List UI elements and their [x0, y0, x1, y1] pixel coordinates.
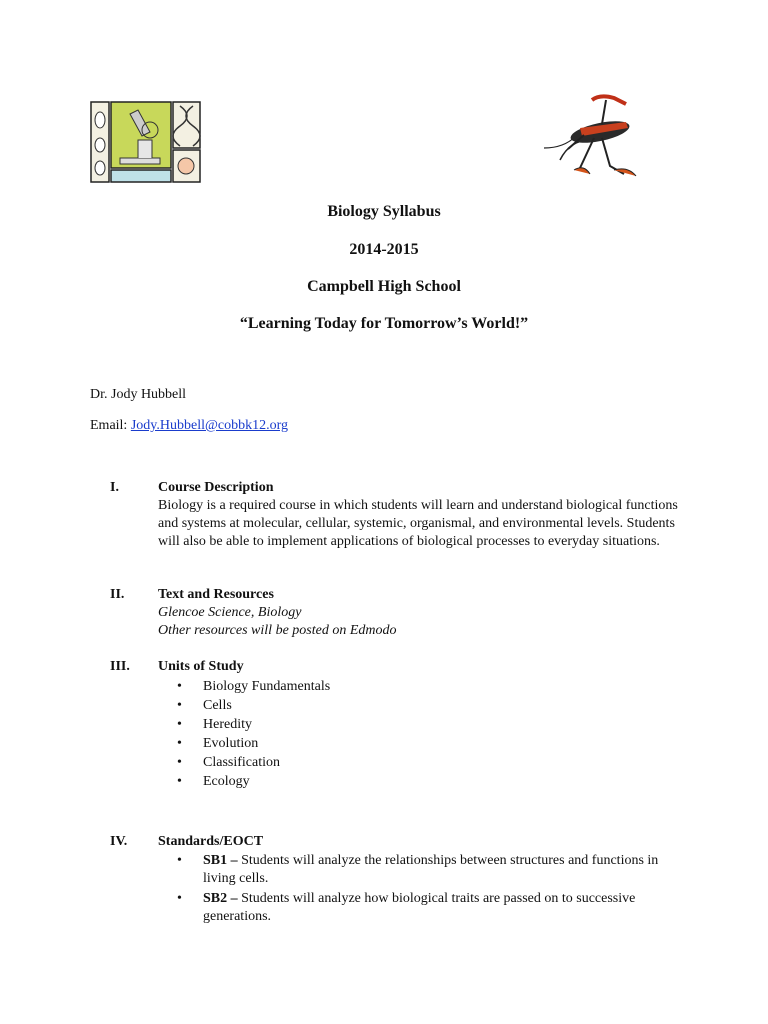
- teacher-name: Dr. Jody Hubbell: [90, 387, 187, 402]
- list-item: [203, 852, 690, 887]
- list-item: • Heredity: [203, 715, 690, 734]
- motto: “Learning Today for Tomorrow’s World!”: [239, 315, 529, 332]
- resource-line: Glencoe Science, Biology: [158, 605, 302, 620]
- units-list: [158, 677, 690, 791]
- section-units-of-study: [110, 658, 690, 791]
- section-numeral: III.: [110, 659, 130, 674]
- school-year: 2014-2015: [349, 241, 419, 258]
- section-standards: [110, 833, 690, 928]
- section-heading: Text and Resources: [158, 587, 274, 602]
- section-text-resources: [110, 586, 690, 640]
- standard-code: SB2 –: [203, 891, 238, 906]
- email-label: Email:: [90, 418, 128, 433]
- list-item: • Ecology: [203, 772, 690, 791]
- list-item: [203, 890, 690, 925]
- section-numeral: IV.: [110, 834, 128, 849]
- resource-line: Other resources will be posted on Edmodo: [158, 623, 397, 638]
- list-item: • Classification: [203, 753, 690, 772]
- microscope-clipart-icon: [90, 100, 202, 184]
- section-course-description: [110, 479, 690, 551]
- syllabus-title: Biology Syllabus: [327, 203, 441, 220]
- standard-text: Students will analyze how biological traits are passed on to successive generations.: [203, 891, 636, 924]
- email-line: [90, 418, 288, 434]
- standards-list: [158, 852, 690, 925]
- email-link[interactable]: Jody.Hubbell@cobbk12.org: [130, 418, 288, 433]
- school-name: Campbell High School: [307, 278, 461, 295]
- section-numeral: II.: [110, 587, 125, 602]
- course-description-text: Biology is a required course in which students will learn and understand biological functions and systems at molecular, cellular, systemic, organismal, and environmental levels. Students will also be able to implement applications of biological processes to everyday situations.: [158, 498, 678, 549]
- section-heading: Course Description: [158, 480, 274, 495]
- section-numeral: I.: [110, 480, 119, 495]
- section-heading: Standards/EOCT: [158, 834, 264, 849]
- standard-text: Students will analyze the relationships between structures and functions in living cells.: [203, 853, 659, 886]
- standard-code: SB1 –: [203, 853, 238, 868]
- insect-clipart-icon: [540, 90, 650, 190]
- list-item: • Biology Fundamentals: [203, 677, 690, 696]
- section-heading: Units of Study: [158, 659, 244, 674]
- list-item: • Cells: [203, 696, 690, 715]
- list-item: • Evolution: [203, 734, 690, 753]
